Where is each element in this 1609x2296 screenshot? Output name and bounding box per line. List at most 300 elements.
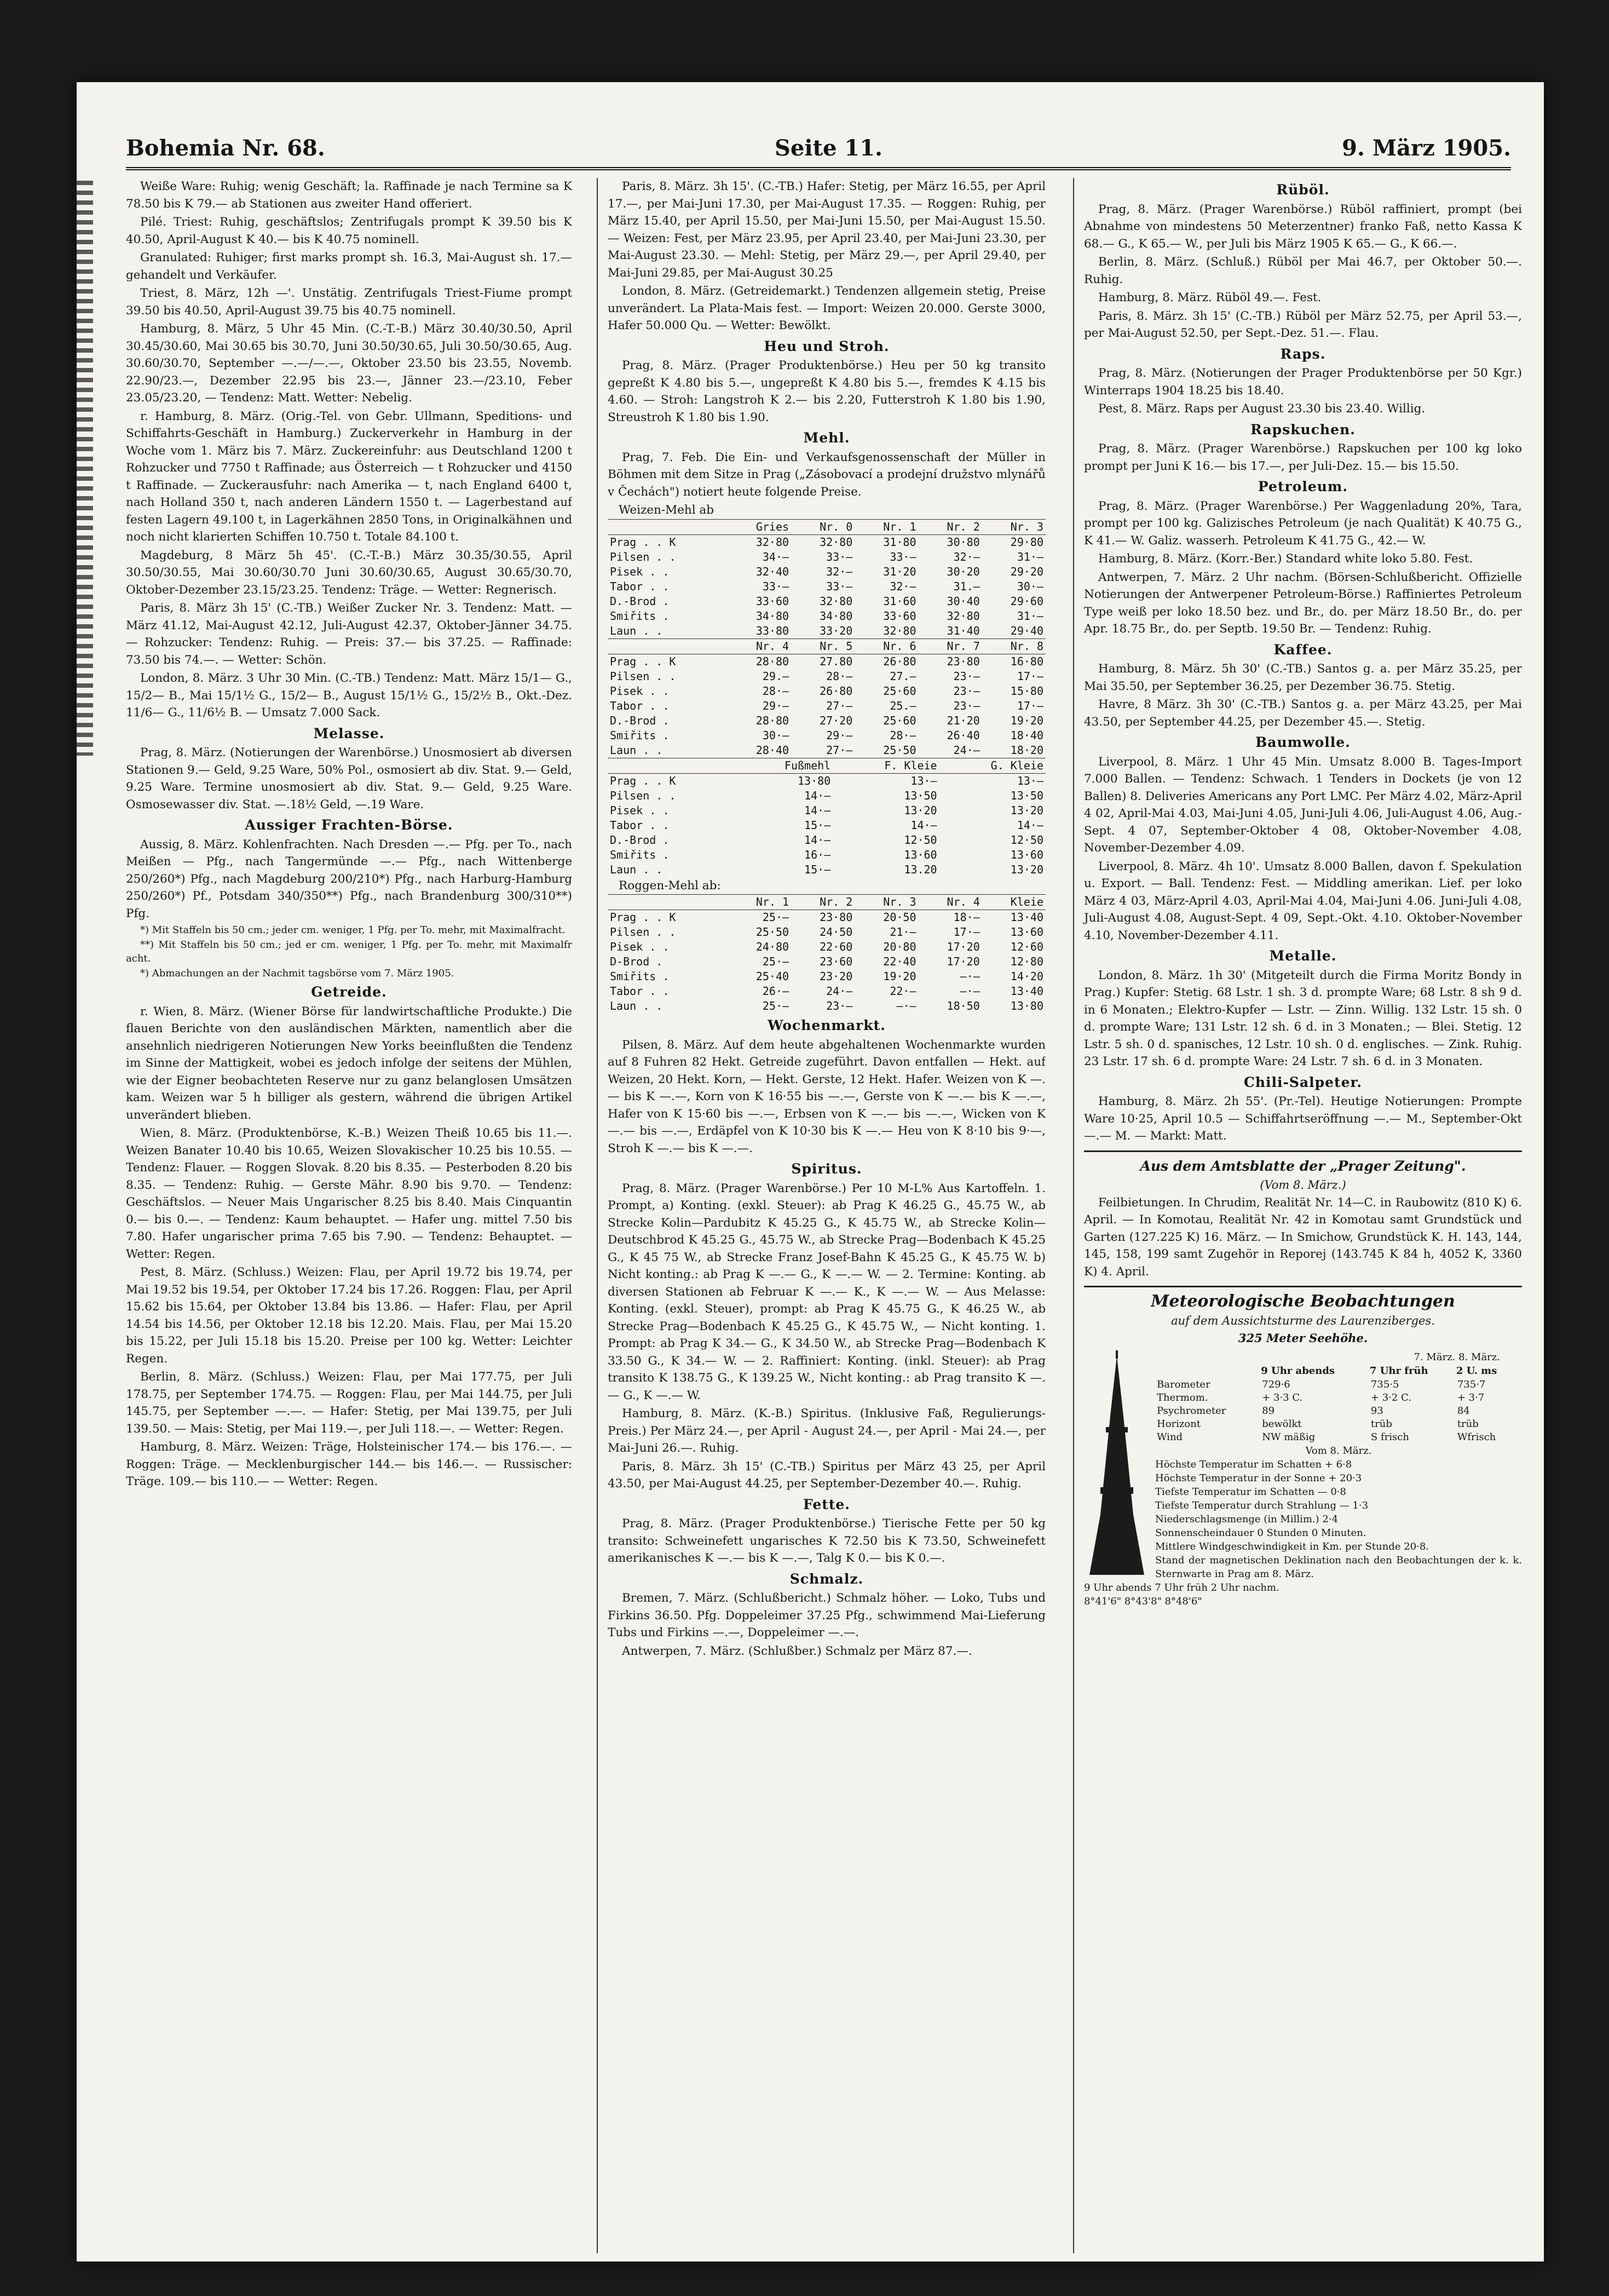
article-paragraph: Havre, 8 März. 3h 30' (C.-TB.) Santos g. a. per März 43.25, per Mai 43.50, per September 44.25, per Dezember 45.—. Stetig. [1084, 698, 1522, 729]
section-heading-metalle: Metalle. [1269, 948, 1337, 964]
table-cell: Laun . . [610, 743, 663, 757]
article-paragraph: Magdeburg, 8 März 5h 45'. (C.-T.-B.) März 30.35/30.55, April 30.50/30.55, Mai 30.60/30.70 Juni 30.60/30.65, August 30.65/30.70, Oktober-Dezember 23.15/23.25. Tendenz: Träge. — Wetter: Regnerisch. [126, 548, 572, 597]
table-cell: Smiřits . [610, 728, 670, 742]
table-cell: 25·50 [756, 925, 789, 939]
table-cell: 28·80 [756, 713, 789, 727]
column-header: Kleie [982, 895, 1046, 910]
table-row [608, 684, 1046, 699]
article-paragraph: Prag, 8. März. (Prager Warenbörse.) Rüböl raffiniert, prompt (bei Abnahme von mindestens 50 Meterzentner) franko Faß, netto Kassa K 68.— G., K 65.— W., per Juli bis März 1905 K 65.— G., K 66.—. [1084, 202, 1522, 251]
table-cell: 32·— [826, 565, 853, 578]
table-cell: 26·— [762, 985, 789, 998]
table-cell: 23·— [953, 699, 980, 712]
table-row [608, 940, 1046, 954]
table-cell: 22·40 [883, 955, 916, 968]
table-cell: 32·— [953, 550, 980, 563]
table-cell: 32·80 [883, 624, 916, 637]
table-cell: 31·20 [883, 565, 916, 578]
column-header: Nr. 4 [728, 638, 791, 654]
table-cell: Prag . . K [610, 654, 676, 668]
table-cell: 33·— [826, 579, 853, 593]
article-paragraph: Granulated: Ruhiger; first marks prompt sh. 16.3, Mai-August sh. 17.— gehandelt und Verkäufer. [126, 251, 572, 282]
column-header: Nr. 7 [919, 638, 982, 654]
table-cell: 16·— [804, 848, 831, 861]
article-paragraph: Hamburg, 8. März, 5 Uhr 45 Min. (C.-T.-B.) März 30.40/30.50, April 30.45/30.60, Mai 30.65 bis 30.70, Juni 30.50/30.65, Juli 30.50/30.65, Aug. 30.60/30.70, September —.—/—.—, Oktober 23.50 bis 23.55, Novemb. 22.90/23.—, Dezember 22.95 bis 23.—, Jänner 23.—/23.10, Feber 23.05/23.20, — Tendenz: Matt. Wetter: Nebelig. [126, 322, 572, 405]
section-heading-melasse: Melasse. [313, 725, 385, 741]
column-header: Nr. 8 [982, 638, 1046, 654]
table-cell: 28·80 [756, 654, 789, 668]
divider [1084, 1286, 1522, 1287]
price-table-bran [608, 758, 1046, 877]
table-cell: 29·— [826, 728, 853, 742]
footnote: *) Abmachungen an der Nachmit tagsbörse vom 7. März 1905. [140, 968, 454, 979]
weather-subheading: auf dem Aussichtsturme des Laurenziberges. [1171, 1314, 1435, 1327]
column-3 [1073, 178, 1522, 2253]
section-heading-rueboel: Rüböl. [1276, 182, 1330, 198]
table-cell: 31·60 [883, 594, 916, 608]
table-cell: 17·— [1017, 699, 1043, 712]
table-cell: 25·— [762, 911, 789, 924]
article-paragraph: Berlin, 8. März. (Schluß.) Rüböl per Mai 46.7, per Oktober 50.—. Ruhig. [1084, 255, 1522, 286]
table-row [608, 669, 1046, 684]
column-header: F. Kleie [833, 758, 939, 773]
table-cell: 16·80 [1010, 654, 1043, 668]
table-cell: Laun . . [610, 999, 663, 1012]
table-cell: 735·7 [1457, 1378, 1486, 1390]
table-cell: —·— [960, 985, 980, 998]
table-row [608, 713, 1046, 728]
table-cell: Tabor . . [610, 579, 670, 593]
column-header: Fußmehl [739, 758, 833, 773]
table-cell: 13·60 [904, 848, 937, 861]
table-cell: 14·— [804, 803, 831, 817]
section-heading-mehl: Mehl. [803, 430, 850, 446]
table-cell: 15·— [804, 818, 831, 832]
price-table-roggen [608, 894, 1046, 1014]
table-cell: 29·20 [1010, 565, 1043, 578]
table-cell: Pisek . . [610, 684, 670, 698]
table-cell: Prag . . K [610, 535, 676, 549]
table-row [608, 818, 1046, 833]
column-1 [126, 178, 572, 2253]
table-row [608, 862, 1046, 877]
section-heading-fette: Fette. [803, 1496, 850, 1512]
article-paragraph: Bremen, 7. März. (Schlußbericht.) Schmalz höher. — Loko, Tubs und Firkins 36.50. Pfg. Doppeleimer 37.25 Pfg., schwimmend Mai-Lieferung Tubs und Firkins —.—, Doppeleimer —.—. [608, 1591, 1046, 1639]
table-cell: 18·— [953, 911, 980, 924]
table-cell: 29·80 [1010, 535, 1043, 549]
table-cell: 26·80 [883, 654, 916, 668]
table-cell: 14·20 [1010, 970, 1043, 983]
table-cell: 735·5 [1370, 1378, 1399, 1390]
table-cell: 27·— [826, 699, 853, 712]
table-cell: 25·60 [883, 713, 916, 727]
table-cell: 30·40 [947, 594, 980, 608]
table-cell: 25·— [762, 999, 789, 1012]
table-cell: 27.— [890, 669, 916, 683]
table-cell: Tabor . . [610, 699, 670, 712]
amtsblatt-heading: Aus dem Amtsblatte der „Prager Zeitung". [1140, 1158, 1466, 1174]
table-row [608, 999, 1046, 1014]
section-heading-fracht: Aussiger Frachten-Börse. [245, 817, 453, 833]
price-table-weizen-1 [608, 519, 1046, 638]
table-cell: Laun . . [610, 624, 663, 637]
weather-extra-line: Tiefste Temperatur durch Strahlung — 1·3 [1155, 1499, 1369, 1511]
table-row [608, 954, 1046, 969]
weather-extra-line: Mittlere Windgeschwindigkeit in Km. per Stunde 20·8. [1155, 1540, 1429, 1552]
weather-panel [1084, 1350, 1522, 1608]
table-cell: 25.— [890, 699, 916, 712]
weather-altitude: 325 Meter Seehöhe. [1238, 1331, 1368, 1345]
article-paragraph: Hamburg, 8. März. (K.-B.) Spiritus. (Inklusive Faß, Regulierungs-Preis.) Per März 24.—, per April - August 24.—, per April - Mai 24.—, per Mai-Juni 26.—. Ruhig. [608, 1407, 1046, 1455]
article-paragraph: Pest, 8. März. (Schluss.) Weizen: Flau, per April 19.72 bis 19.74, per Mai 19.52 bis 19.54, per Oktober 17.24 bis 17.26. Roggen: Flau, per April 15.62 bis 15.64, per Oktober 13.84 bis 13.86. — Hafer: Flau, per April 14.54 bis 14.56, per Oktober 12.18 bis 12.20. Mais. Flau, per Mai 15.20 bis 15.22, per Juli 15.18 bis 15.20. Preise per 100 kg. Wetter: Leichter Regen. [126, 1265, 572, 1366]
column-header: 9 Uhr abends [1261, 1365, 1335, 1377]
section-heading-wochenmarkt: Wochenmarkt. [768, 1017, 886, 1033]
table-cell: 31·— [1017, 550, 1043, 563]
table-cell: Pilsen . . [610, 789, 676, 802]
table-cell: 13·80 [1010, 999, 1043, 1012]
table-row [608, 728, 1046, 743]
table-row [608, 910, 1046, 925]
column-header: Nr. 0 [791, 519, 855, 534]
table-cell: 14·— [910, 818, 937, 832]
table-cell: Smiřits . [610, 609, 670, 623]
article-paragraph: London, 8. März. 3 Uhr 30 Min. (C.-TB.) Tendenz: Matt. März 15/1— G., 15/2— B., Mai 15/1½ G., 15/2— B., August 15/1½ G., 15/2½ B., Okt.-Dez. 11/6— G., 11/6½ B. — Umsatz 7.000 Sack. [126, 671, 572, 720]
table-cell: 32·80 [820, 594, 853, 608]
weather-extra-line: Höchste Temperatur im Schatten + 6·8 [1155, 1458, 1352, 1470]
table-cell: 24·— [953, 743, 980, 757]
table-row [608, 565, 1046, 579]
column-header: Nr. 6 [855, 638, 918, 654]
table-cell: 24·50 [820, 925, 853, 939]
table-cell: bewölkt [1262, 1418, 1302, 1430]
article-paragraph: Paris, 8. März. 3h 15' (C.-TB.) Spiritus per März 43 25, per April 43.50, per Mai-August 44.25, per September-Dezember 40.—. Ruhig. [608, 1459, 1046, 1491]
article-paragraph: Berlin, 8. März. (Schluss.) Weizen: Flau, per Mai 177.75, per Juli 178.75, per September 174.75. — Roggen: Flau, per Mai 144.75, per Juli 145.75, per September —.—. — Hafer: Stetig, per Mai 139.75, per Juli 139.50. — Mais: Stetig, per Mai 119.—, per Juli 118.—. — Wetter: Regen. [126, 1370, 572, 1436]
article-paragraph: Pilé. Triest: Ruhig, geschäftslos; Zentrifugals prompt K 39.50 bis K 40.50, April-August K 40.— bis K 40.75 nominell. [126, 215, 572, 246]
table-cell: + 3·3 C. [1262, 1391, 1303, 1403]
table-cell: 31·40 [947, 624, 980, 637]
table-cell: 17·20 [947, 955, 980, 968]
article-paragraph: Weiße Ware: Ruhig; wenig Geschäft; la. Raffinade je nach Termine sa K 78.50 bis K 79.— ab Stationen aus zweiter Hand offeriert. [126, 180, 572, 211]
table-header-row [608, 638, 1046, 654]
table-cell: 33·— [762, 579, 789, 593]
table-cell: 13·— [1017, 774, 1043, 787]
table-cell: 13·60 [1010, 925, 1043, 939]
table-row [608, 579, 1046, 594]
table-cell: 27·— [826, 743, 853, 757]
column-header: Nr. 3 [855, 895, 918, 910]
table-row [608, 550, 1046, 565]
section-heading-rapskuchen: Rapskuchen. [1250, 421, 1356, 438]
section-heading-getreide: Getreide. [311, 984, 387, 1000]
table-cell: 20·80 [883, 940, 916, 953]
article-paragraph: Liverpool, 8. März. 1 Uhr 45 Min. Umsatz 8.000 B. Tages-Import 7.000 Ballen. — Tendenz: Schwach. 1 Tenders in Dockets (je von 12 Ballen) 8. Deliveries Americans any Port LMC. Per März 4.02, März-April 4 02, April-Mai 4.03, Mai-Juni 4.05, Juni-Juli 4.06, Juli-August 4.06, Aug.-Sept. 4 07, September-Oktober 4 08, Oktober-November 4.08, November-Dezember 4.09. [1084, 755, 1522, 855]
table-cell: D-Brod . [610, 955, 663, 968]
table-cell: 29·40 [1010, 624, 1043, 637]
table-cell: 23·80 [947, 654, 980, 668]
table-cell: trüb [1457, 1418, 1479, 1430]
column-header: G. Kleie [939, 758, 1046, 773]
article-paragraph: Triest, 8. März, 12h —'. Unstätig. Zentrifugals Triest-Fiume prompt 39.50 bis 40.50, April-August 39.75 bis 40.75 nominell. [126, 286, 572, 318]
table-cell: 13·— [910, 774, 937, 787]
header-page-number: Seite 11. [775, 135, 883, 161]
table-row [608, 773, 1046, 789]
table-cell: 29·— [762, 699, 789, 712]
table-cell: 26·80 [820, 684, 853, 698]
article-paragraph: Hamburg, 8. März. 2h 55'. (Pr.-Tel). Heutige Notierungen: Prompte Ware 10·25, April 10.5 — Schiffahrtseröffnung —.— M., September-Okt —.— M. — Markt: Matt. [1084, 1095, 1522, 1143]
article-paragraph: Prag, 8. März. (Prager Warenbörse.) Per 10 M-L% Aus Kartoffeln. 1. Prompt, a) Konting. (exkl. Steuer): ab Prag K 46.25 G., 45.75 W., ab Strecke Kolin—Pardubitz K 45.25 G., K 45.75 W., ab Strecke Kolin—Deutschbrod K 45.25 G., 45.75 W., ab Strecke Prag—Bodenbach K 45.25 G., K 45 75 W., ab Strecke Franz Josef-Bahn K 45.25 G., K 45.75 W. b) Nicht konting.: ab Prag K —.— G., K —.— W. — 2. Termine: Konting. ab diversen Stationen ab Februar K —.— K., K —.— W. — Aus Melasse: Konting. (exkl. Steuer), prompt: ab Prag K 45.75 G., K 46.25 W., ab Strecke Prag—Bodenbach K 45.25 G., K 45.75 W., — Nicht konting. 1. Prompt: ab Prag K 34.— G., K 34.50 W., ab Strecke Prag—Bodenbach K 33.50 G., K 34.— W. — 2. Raffiniert: Konting. (inkl. Steuer): ab Prag transito K 138.75 G., K 139.25 W., Nicht konting.: ab Prag transito K —.— G., K —.— W. [608, 1181, 1046, 1402]
table-cell: 25·60 [883, 684, 916, 698]
table-cell: 23·60 [820, 955, 853, 968]
table-row [608, 789, 1046, 803]
table-row [608, 534, 1046, 550]
divider [1084, 1150, 1522, 1152]
footnote: *) Mit Staffeln bis 50 cm.; jeder cm. weniger, 1 Pfg. per To. mehr, mit Maximalfracht. [140, 924, 566, 936]
table-cell: Laun . . [610, 862, 663, 876]
table-cell: Tabor . . [610, 818, 670, 832]
table-cell: trüb [1370, 1418, 1392, 1430]
table-cell: 29·60 [1010, 594, 1043, 608]
table-cell: D.-Brod . [610, 713, 670, 727]
table-cell: 17·— [1017, 669, 1043, 683]
table-cell: 28·40 [756, 743, 789, 757]
table-cell: Psychrometer [1157, 1405, 1226, 1417]
weather-date-2: Vom 8. März. [1305, 1445, 1372, 1457]
table-header-row [608, 895, 1046, 910]
table-cell: Smiřits . [610, 848, 670, 861]
table-cell: Pilsen . . [610, 925, 676, 939]
table-cell: 14·— [804, 833, 831, 847]
table-cell: 13·20 [1010, 803, 1043, 817]
column-2 [597, 178, 1046, 2253]
table-cell: 25·— [762, 955, 789, 968]
table-cell: 27.80 [820, 654, 853, 668]
table-caption: Roggen-Mehl ab: [619, 878, 721, 893]
table-cell: 28·— [826, 669, 853, 683]
weather-extra-line: Sonnenscheindauer 0 Stunden 0 Minuten. [1155, 1527, 1366, 1539]
table-cell: Prag . . K [610, 911, 676, 924]
article-paragraph: Hamburg, 8. März. (Korr.-Ber.) Standard white loko 5.80. Fest. [1098, 552, 1473, 566]
column-header: Nr. 3 [982, 519, 1046, 534]
article-paragraph: Hamburg, 8. März. Rüböl 49.—. Fest. [1098, 291, 1322, 304]
weather-table [1155, 1364, 1516, 1444]
article-paragraph: Pest, 8. März. Raps per August 23.30 bis 23.40. Willig. [1098, 402, 1426, 416]
article-paragraph: Paris, 8. März 3h 15' (C.-TB.) Weißer Zucker Nr. 3. Tendenz: Matt. — März 41.12, Mai-August 42.12, Juli-August 42.37, Oktober-Jänner 34.75. — Rohzucker: Tendenz: Ruhig. — Preis: 37.— bis 37.25. — Raffinade: 73.50 bis 74.—. — Wetter: Schön. [126, 601, 572, 667]
table-cell: Smiřits . [610, 970, 670, 983]
petrin-tower-icon [1084, 1350, 1150, 1580]
section-heading-petroleum: Petroleum. [1258, 479, 1348, 494]
article-paragraph: Wien, 8. März. (Produktenbörse, K.-B.) Weizen Theiß 10.65 bis 11.—. Weizen Banater 10.40 bis 10.65, Weizen Slovakischer 10.25 bis 10.55. — Tendenz: Flauer. — Roggen Slovak. 8.20 bis 8.35. — Pesterboden 8.20 bis 8.35. — Tendenz: Ruhig. — Gerste Mähr. 8.90 bis 9.70. — Tendenz: Geschäftslos. — Neuer Mais Ungarischer 8.25 bis 8.40. Mais Cinquantin 0.— bis 0.—. — Tendenz: Kaum behauptet. — Hafer ung. mittel 7.50 bis 7.80. Hafer ungarischer prima 7.65 bis 7.90. — Tendenz: Behauptet. — Wetter: Regen. [126, 1126, 572, 1261]
table-cell: 28·— [762, 684, 789, 698]
weather-extra-line: Tiefste Temperatur im Schatten — 0·8 [1155, 1486, 1346, 1498]
article-paragraph: Hamburg, 8. März. 5h 30' (C.-TB.) Santos g. a. per März 35.25, per Mai 35.50, per September 36.25, per Dezember 36.75. Stetig. [1084, 662, 1522, 693]
table-cell: 23·20 [820, 970, 853, 983]
table-cell: 32·80 [756, 535, 789, 549]
article-paragraph: Aussig, 8. März. Kohlenfrachten. Nach Dresden —.— Pfg. per To., nach Meißen — Pfg., nach Tangermünde —.— Pfg., nach Wittenberge 250/260*) Pfg., nach Magdeburg 200/210*) Pfg., nach Harburg-Hamburg 250/260*) Pf., Potsdam 340/350**) Pfg., nach Brandenburg 300/310**) Pfg. [126, 837, 572, 920]
table-cell: Pisek . . [610, 803, 670, 817]
table-cell: 33·— [826, 550, 853, 563]
column-header: 7 Uhr früh [1369, 1365, 1428, 1377]
table-cell: 93 [1370, 1405, 1383, 1417]
table-cell: 24·80 [756, 940, 789, 953]
amtsblatt-date: (Vom 8. März.) [1260, 1178, 1346, 1192]
table-cell: 33·20 [820, 624, 853, 637]
table-row [608, 654, 1046, 669]
newspaper-page [77, 82, 1544, 2262]
price-table-weizen-2 [608, 638, 1046, 758]
footnote: **) Mit Staffeln bis 50 cm.; jed er cm. weniger, 1 Pfg. per To. mehr, mit Maximalfr acht. [126, 939, 572, 964]
table-cell: 29.— [762, 669, 789, 683]
table-cell: NW mäßig [1262, 1431, 1316, 1443]
table-cell: 34·80 [820, 609, 853, 623]
table-cell: 33·60 [756, 594, 789, 608]
header-date: 9. März 1905. [1342, 135, 1511, 161]
table-cell: 27·20 [820, 713, 853, 727]
article-paragraph: Prag, 8. März. (Notierungen der Warenbörse.) Unosmosiert ab diversen Stationen 9.— Geld, 9.25 Ware, 50% Pol., osmosiert ab div. Stat. 9.— Geld, 9.25 Ware. Termine unosmosiert ab div. Stat. 9.— Geld, 9.25 Ware. Osmosewasser div. Stat. —.18½ Geld, —.19 Ware. [126, 746, 572, 812]
table-row [608, 624, 1046, 638]
column-header [608, 638, 728, 654]
table-row [608, 848, 1046, 862]
table-cell: 23·80 [820, 911, 853, 924]
table-cell: 30·20 [947, 565, 980, 578]
section-heading-heu: Heu und Stroh. [764, 338, 890, 354]
table-cell: 25·40 [756, 970, 789, 983]
table-cell: 30·80 [947, 535, 980, 549]
column-header [608, 895, 728, 910]
table-cell: 32·80 [820, 535, 853, 549]
section-heading-raps: Raps. [1280, 346, 1326, 362]
article-paragraph: London, 8. März. (Getreidemarkt.) Tendenzen allgemein stetig, Preise unverändert. La Plata-Mais fest. — Import: Weizen 20.000. Gerste 3000, Hafer 50.000 Qu. — Wetter: Bewölkt. [608, 284, 1046, 332]
table-cell: —·— [960, 970, 980, 983]
table-cell: 30·— [1017, 579, 1043, 593]
table-cell: Pilsen . . [610, 669, 676, 683]
table-cell: 13·20 [904, 803, 937, 817]
table-cell: 32·40 [756, 565, 789, 578]
table-cell: Pisek . . [610, 565, 670, 578]
table-header-row [608, 519, 1046, 534]
table-cell: Pilsen . . [610, 550, 676, 563]
adjacent-page-edge [77, 181, 93, 756]
table-cell: 24·— [826, 985, 853, 998]
weather-extra-line: Höchste Temperatur in der Sonne + 20·3 [1155, 1472, 1362, 1484]
table-cell: 17·20 [947, 940, 980, 953]
section-heading-baumwolle: Baumwolle. [1255, 734, 1351, 750]
weather-extra-line: Niederschlagsmenge (in Millim.) 2·4 [1155, 1513, 1339, 1525]
article-paragraph: Paris, 8. März. 3h 15'. (C.-TB.) Hafer: Stetig, per März 16.55, per April 17.—, per Mai-Juni 17.30, per Mai-August 17.35. — Roggen: Ruhig, per März 15.40, per April 15.50, per Mai-Juni 15.50, per Mai-August 15.50. — Weizen: Fest, per März 23.95, per April 23.40, per Mai-Juni 23.30, per Mai-August 23.30. — Mehl: Stetig, per März 29.—, per April 29.40, per Mai-Juni 29.85, per Mai-August 30.25 [608, 180, 1046, 280]
column-header [1155, 1364, 1260, 1378]
table-cell: 22·— [890, 985, 916, 998]
table-cell: 32·80 [947, 609, 980, 623]
table-cell: 21·20 [947, 713, 980, 727]
table-cell: 19·20 [883, 970, 916, 983]
article-paragraph: Prag, 8. März. (Prager Produktenbörse.) Heu per 50 kg transito gepreßt K 4.80 bis 5.—, ungepreßt K 4.80 bis 5.—, fremdes K 4.15 bis 4.60. — Stroh: Langstroh K 2.— bis 2.20, Futterstroh K 1.80 bis 1.90, Streustroh K 1.80 bis 1.90. [608, 359, 1046, 424]
table-caption: Weizen-Mehl ab [619, 503, 714, 517]
table-cell: 18·50 [947, 999, 980, 1012]
table-cell: 14·— [804, 789, 831, 802]
table-cell: 15·80 [1010, 684, 1043, 698]
table-cell: 33·80 [756, 624, 789, 637]
weather-extra-line: 9 Uhr abends 7 Uhr früh 2 Uhr nachm. [1084, 1581, 1279, 1593]
article-paragraph: r. Wien, 8. März. (Wiener Börse für landwirtschaftliche Produkte.) Die flauen Berichte von den ausländischen Märkten, namentlich aber die ansehnlich niedrigeren Notierungen New Yorks beeinflußten die Tendenz im Sinne der Mattigkeit, wobei es jedoch infolge der seitens der Mühlen, wie der Eigner beobachteten Reserve nur zu ganz belanglosen Umsätzen kam. Weizen war 5 h billiger als gestern, während die übrigen Artikel unverändert blieben. [126, 1004, 572, 1122]
article-paragraph: Feilbietungen. In Chrudim, Realität Nr. 14—C. in Raubowitz (810 K) 6. April. — In Komotau, Realität Nr. 42 in Komotau samt Grundstück und Garten (127.225 K) 16. März. — In Smichow, Grundstück K. H. 143, 144, 145, 158, 199 samt Zugehör in Reporej (143.745 K 84 h, 4052 K, 3360 K) 4. April. [1084, 1195, 1522, 1279]
table-cell: + 3·7 [1457, 1391, 1485, 1403]
table-row [608, 609, 1046, 624]
weather-row [1155, 1418, 1516, 1431]
section-heading-chili: Chili-Salpeter. [1243, 1074, 1363, 1090]
table-cell: 18·20 [1010, 743, 1043, 757]
table-row [608, 803, 1046, 818]
table-cell: Barometer [1157, 1378, 1210, 1390]
table-header-row [1155, 1364, 1516, 1378]
article-paragraph: Antwerpen, 7. März. (Schlußber.) Schmalz per März 87.—. [622, 1644, 972, 1658]
table-cell: 13·50 [1010, 789, 1043, 802]
table-cell: 28·— [890, 728, 916, 742]
column-header: Nr. 1 [728, 895, 791, 910]
table-cell: 26·40 [947, 728, 980, 742]
table-row [608, 925, 1046, 940]
article-paragraph: Hamburg, 8. März. Weizen: Träge, Holsteinischer 174.— bis 176.—. — Roggen: Träge. — Mecklenburgischer 144.— bis 146.—. — Russischer: Träge. 109.— bis 110.— — Wetter: Regen. [126, 1440, 572, 1488]
table-cell: 15·— [804, 862, 831, 876]
article-paragraph: Antwerpen, 7. März. 2 Uhr nachm. (Börsen-Schlußbericht. Offizielle Notierungen der Antwerpener Petroleum-Börse.) Raffiniertes Petroleum Type weiß per loko 18.50 bez. und Br., do. per März 18.50 Br., do. per Apr. 18.75 Br., do. per Septb. 19.50 Br. — Tendenz: Ruhig. [1084, 570, 1522, 636]
column-header: Nr. 5 [791, 638, 855, 654]
table-row [608, 984, 1046, 999]
table-cell: 30·— [762, 728, 789, 742]
article-paragraph: Prag, 8. März. (Prager Produktenbörse.) Tierische Fette per 50 kg transito: Schweinefett ungarisches K 72.50 bis K 73.50, Schweinefett amerikanisches K —.— bis K —.—, Talg K 0.— bis K 0.—. [608, 1517, 1046, 1565]
page-header [126, 129, 1511, 170]
column-header: Nr. 4 [919, 895, 982, 910]
table-cell: 20·50 [883, 911, 916, 924]
section-heading-schmalz: Schmalz. [789, 1570, 864, 1587]
column-header [608, 758, 739, 773]
table-cell: 12·50 [1010, 833, 1043, 847]
table-cell: 33·— [890, 550, 916, 563]
table-cell: 13·60 [1010, 848, 1043, 861]
table-row [608, 699, 1046, 713]
article-paragraph: London, 8. März. 1h 30' (Mitgeteilt durch die Firma Moritz Bondy in Prag.) Kupfer: Stetig. 68 Lstr. 1 sh. 3 d. prompte Ware; 68 Lstr. 8 sh 9 d. in 6 Monaten.; Elektro-Kupfer — Lstr. — Zinn. Willig. 132 Lstr. 15 sh. 0 d. prompte Ware; 131 Lstr. 12 sh. 6 d. in 3 Monaten.; — Blei. Stetig. 12 Lstr. 5 sh. 0 d. spanisches, 12 Lstr. 10 sh. 0 d. englisches. — Zink. Ruhig. 23 Lstr. 17 sh. 6 d. prompte Ware: 24 Lstr. 7 sh. 6 d. in 3 Monaten. [1084, 968, 1522, 1068]
table-cell: 23·— [953, 684, 980, 698]
weather-extras [1084, 1458, 1522, 1608]
table-cell: Wfrisch [1457, 1431, 1496, 1443]
table-cell: 13·40 [1010, 985, 1043, 998]
table-cell: 13.20 [904, 862, 937, 876]
table-cell: 31·80 [883, 535, 916, 549]
table-cell: 13·40 [1010, 911, 1043, 924]
table-cell: 729·6 [1262, 1378, 1290, 1390]
table-cell: S frisch [1370, 1431, 1409, 1443]
weather-heading: Meteorologische Beobachtungen [1151, 1292, 1455, 1311]
article-paragraph: Prag, 7. Feb. Die Ein- und Verkaufsgenossenschaft der Müller in Böhmen mit dem Sitze in Prag („Zásobovací a prodejní družstvo mlynářů v Čechách") notiert heute folgende Preise. [608, 450, 1046, 499]
section-heading-kaffee: Kaffee. [1273, 641, 1333, 658]
table-cell: 31.— [953, 579, 980, 593]
table-cell: 25·50 [883, 743, 916, 757]
table-cell: 33·60 [883, 609, 916, 623]
column-header: Nr. 2 [919, 519, 982, 534]
column-header: Nr. 2 [791, 895, 855, 910]
column-header: Gries [728, 519, 791, 534]
table-row [608, 594, 1046, 609]
table-cell: Prag . . K [610, 774, 676, 787]
table-cell: Pisek . . [610, 940, 670, 953]
weather-row [1155, 1405, 1516, 1418]
table-cell: 12·50 [904, 833, 937, 847]
table-cell: 84 [1457, 1405, 1470, 1417]
table-cell: 34·80 [756, 609, 789, 623]
table-cell: 19·20 [1010, 713, 1043, 727]
header-issue: Bohemia Nr. 68. [126, 135, 325, 161]
article-paragraph: Paris, 8. März. 3h 15' (C.-TB.) Rüböl per März 52.75, per April 53.—, per Mai-August 52.50, per Sept.-Dez. 51.—. Flau. [1084, 309, 1522, 340]
table-cell: + 3·2 C. [1370, 1391, 1411, 1403]
table-cell: 31·— [1017, 609, 1043, 623]
table-cell: 14·— [1017, 818, 1043, 832]
table-cell: 23·— [826, 999, 853, 1012]
